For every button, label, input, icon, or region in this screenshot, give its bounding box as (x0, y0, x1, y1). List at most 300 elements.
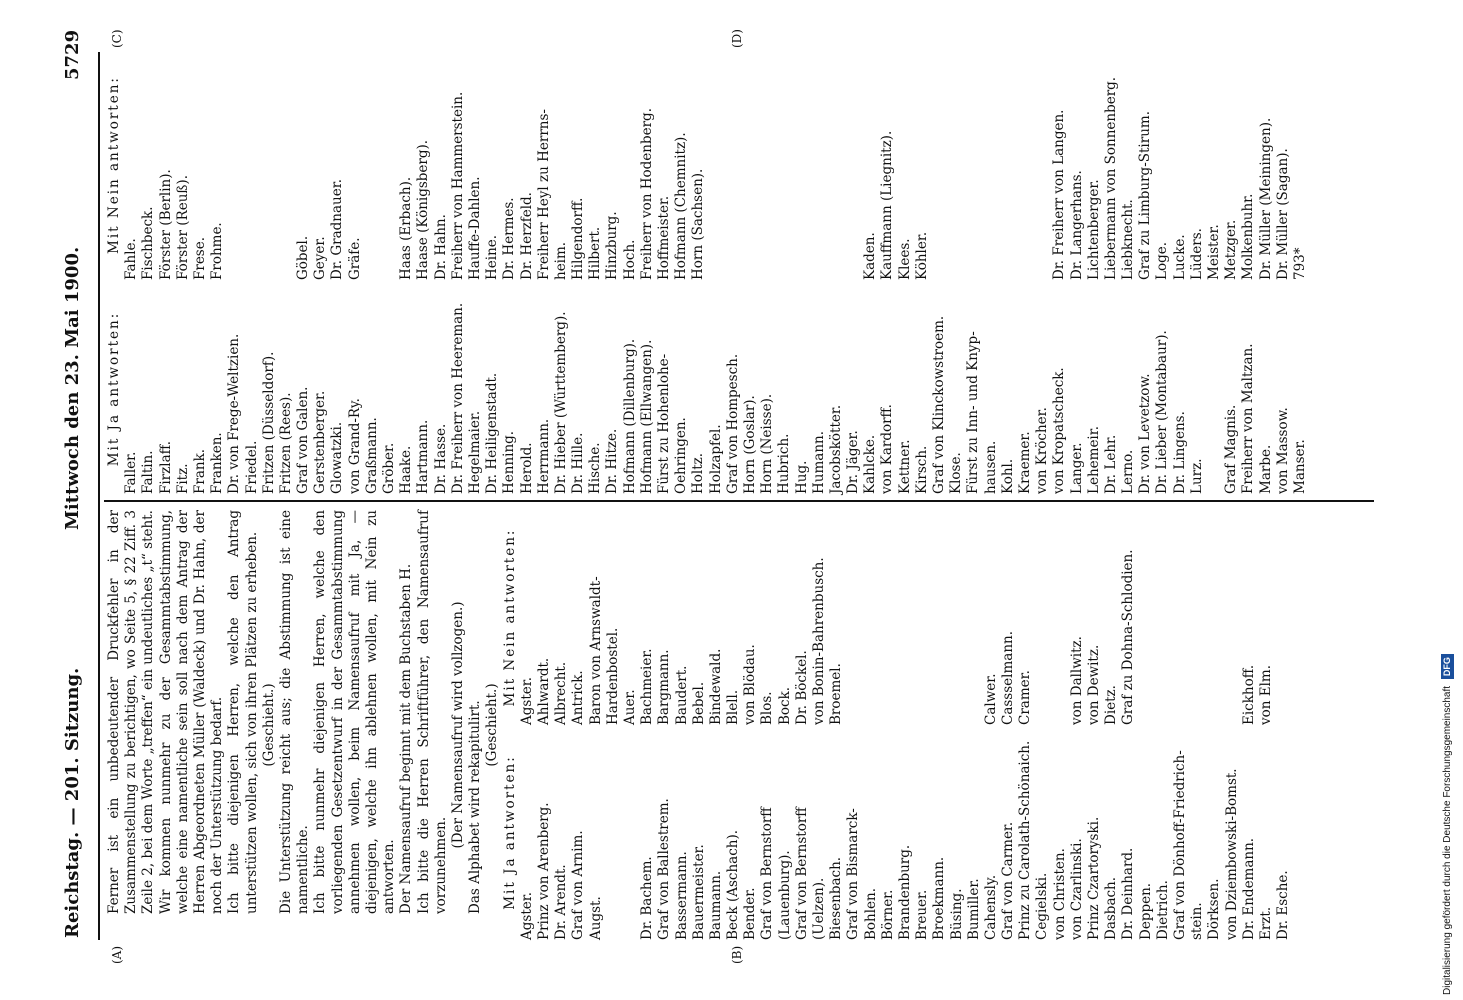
deputy-name: Graf zu Dohna-Schlodien. (1120, 549, 1137, 725)
deputy-name: von Dziembowski-Bomst. (1223, 768, 1240, 940)
middle-yes-heading: Mit Ja antworten: (106, 311, 122, 467)
name-row (639, 50, 656, 280)
paragraph-instructions: Ich bitte nunmehr diejenigen Herren, welche den vorliegenden Gesetzentwurf in der Gesammtabstimmung annehmen wollen, beim Namensaufruf mit Ja, — diejenigen, welche ihn ablehnen wollen, mit Nein zu antworten. (312, 510, 398, 914)
deputy-name: Bassermann. (673, 851, 690, 940)
name-row (1258, 50, 1275, 280)
deputy-name: Lerno. (1120, 449, 1137, 494)
name-row (1275, 284, 1292, 494)
deputy-name: Beck (Aschach). (725, 829, 742, 940)
deputy-name: Baumann. (707, 870, 724, 940)
name-row (192, 50, 209, 280)
deputy-name: Kaden. (862, 232, 879, 280)
name-row (1292, 284, 1309, 494)
deputy-name: Fritzen (Düsseldorf). (260, 351, 277, 494)
deputy-name: Liebermann von Sonnenberg. (1102, 76, 1119, 280)
deputy-name: Dr. Hasse. (432, 423, 449, 494)
deputy-name: Hische. (587, 442, 604, 494)
deputy-name: Fischbeck. (140, 206, 157, 280)
deputy-name: Haake. (398, 445, 415, 494)
deputy-name: Dr. Heiligenstadt. (484, 372, 501, 494)
column-separator (104, 500, 1374, 502)
deputy-name (1155, 510, 1172, 725)
name-row (295, 284, 312, 494)
deputy-name: Dr. Hahn. (432, 214, 449, 280)
name-row (1154, 284, 1171, 494)
name-row (1137, 284, 1154, 494)
name-row (622, 50, 639, 280)
deputy-name: heim. (552, 241, 569, 280)
name-row (759, 284, 776, 494)
deputy-name: Marbe. (1257, 444, 1274, 494)
deputy-name: Hofmann (Dillenburg). (621, 338, 638, 494)
name-row (1292, 50, 1309, 280)
deputy-name: Auer. (621, 689, 638, 725)
deputy-name: Lichtenberger. (1085, 179, 1102, 280)
no-heading: Mit Nein antworten: (501, 528, 518, 707)
name-row (879, 284, 896, 494)
left-vote-list (502, 510, 1293, 940)
deputy-name: Dr. Endemann. (1240, 837, 1257, 940)
name-row (949, 510, 966, 940)
left-vote-headings (502, 510, 519, 940)
name-row (450, 284, 467, 494)
name-row (536, 284, 553, 494)
deputy-name: Frohme. (209, 222, 226, 280)
name-row (1120, 50, 1137, 280)
name-row (158, 284, 175, 494)
name-row (708, 284, 725, 494)
right-column (106, 50, 1309, 280)
name-row (295, 50, 312, 280)
deputy-name: Haase (Königsberg). (415, 139, 432, 280)
name-row (605, 510, 622, 940)
name-row (1017, 284, 1034, 494)
name-row (226, 284, 243, 494)
name-row (1000, 284, 1017, 494)
deputy-name: Prinz zu Carolath-Schönaich. (1017, 740, 1034, 940)
name-row (1172, 510, 1189, 940)
name-row (1154, 50, 1171, 280)
name-row (794, 284, 811, 494)
name-row (914, 284, 931, 494)
deputy-name: Fürst zu Inn- und Knyp- (965, 331, 982, 494)
name-row (604, 50, 621, 280)
deputy-name: Bauermeister. (690, 844, 707, 940)
name-row (175, 284, 192, 494)
deputy-name (931, 510, 948, 725)
deputy-name: Baudert. (673, 665, 690, 725)
deputy-name: Franken. (209, 432, 226, 494)
name-row (553, 284, 570, 494)
name-row (467, 284, 484, 494)
name-row (862, 284, 879, 494)
deputy-name: von Massow. (1274, 407, 1291, 494)
deputy-name: Heine. (484, 234, 501, 280)
name-row (845, 284, 862, 494)
name-row (347, 50, 364, 280)
name-row (1172, 50, 1189, 280)
name-row (1137, 50, 1154, 280)
name-row (226, 50, 243, 280)
name-row (364, 284, 381, 494)
deputy-name: von Grand-Ry. (346, 398, 363, 494)
paragraph-support-request: Ich bitte diejenigen Herren, welche den Antrag unterstützen wollen, sich von ihren Plätzen zu erheben. (226, 510, 260, 914)
deputy-name: Dr. Freiherr von Langen. (1051, 109, 1068, 280)
name-row (1103, 50, 1120, 280)
deputy-name: Prinz von Arenberg. (536, 802, 553, 940)
right-no-heading: Mit Nein antworten: (106, 76, 122, 254)
deputy-name: Henning. (501, 430, 518, 494)
digitization-note: Digitalisierung gefördert durch die Deutsche Forschungsgemeinschaft (1442, 685, 1453, 995)
name-row (123, 284, 140, 494)
name-row (536, 50, 553, 280)
deputy-name: Agster. (518, 892, 535, 940)
deputy-name: Klose. (948, 452, 965, 494)
name-row (587, 50, 604, 280)
deputy-name: Kettner. (896, 439, 913, 494)
margin-mark-d: (D) (730, 29, 744, 48)
deputy-name: hausen. (982, 440, 999, 494)
name-row (1086, 284, 1103, 494)
deputy-name: von Christen. (1051, 848, 1068, 940)
deputy-name: Holtz. (690, 452, 707, 494)
deputy-name: Loge. (1154, 241, 1171, 280)
left-column (106, 510, 1292, 940)
name-row (588, 510, 605, 940)
deputy-name: Graf von Ballestrem. (656, 798, 673, 940)
name-row (897, 50, 914, 280)
name-row (811, 510, 828, 940)
name-row (897, 284, 914, 494)
name-row (948, 50, 965, 280)
name-row (1172, 284, 1189, 494)
deputy-name: Jacobskötter. (827, 404, 844, 494)
name-row (1086, 50, 1103, 280)
name-row (1069, 510, 1086, 940)
paragraph-alphabet: Das Alphabet wird rekapitulirt. (467, 700, 484, 914)
name-row (1258, 510, 1275, 940)
deputy-name: Graf von Galen. (295, 386, 312, 494)
deputy-name: Dasbach. (1103, 876, 1120, 940)
header-rule (98, 52, 100, 940)
deputy-name: Liebknecht. (1120, 199, 1137, 280)
deputy-name: Breuer. (914, 889, 931, 940)
name-row (433, 284, 450, 494)
name-row (329, 284, 346, 494)
deputy-name: Gröber. (381, 442, 397, 494)
deputy-name: Freiherr Heyl zu Herrns- (535, 109, 552, 280)
name-row (690, 284, 707, 494)
deputy-name: Oehringen. (673, 417, 690, 494)
deputy-name: Erzt. (1257, 906, 1274, 940)
deputy-name (1206, 510, 1223, 725)
name-row (1052, 510, 1069, 940)
deputy-name: Eickhoff. (1240, 664, 1257, 725)
name-row (674, 510, 691, 940)
deputy-name: von Bonin-Bahrenbusch. (811, 557, 828, 725)
name-row (209, 284, 226, 494)
deputy-name: Cramer. (1017, 670, 1034, 725)
deputy-name: Langer. (1068, 442, 1085, 494)
name-row (1000, 50, 1017, 280)
name-row (1051, 50, 1068, 280)
deputy-name: Herrmann. (535, 418, 552, 494)
name-row (983, 50, 1000, 280)
name-row (415, 284, 432, 494)
deputy-name: Broemel. (828, 663, 845, 725)
name-row (140, 50, 157, 280)
deputy-name: Dr. Lieber (Montabaur). (1154, 330, 1171, 494)
deputy-name: Graf zu Limburg-Stirum. (1137, 111, 1154, 280)
name-row (742, 510, 759, 940)
left-name-rows (519, 510, 1292, 940)
deputy-name: Dr. Bachem. (639, 856, 656, 940)
deputy-name: Dr. von Frege-Weltzien. (226, 333, 243, 494)
name-row (1206, 510, 1223, 940)
name-row (1206, 284, 1223, 494)
name-row (1240, 50, 1257, 280)
deputy-name: Börner. (879, 889, 896, 940)
name-row (1017, 510, 1034, 940)
name-row (914, 50, 931, 280)
deputy-name: Horn (Goslar). (741, 395, 758, 494)
deputy-name: Ahlwardt. (536, 657, 553, 725)
deputy-name: Fürst zu Hohenlohe- (656, 353, 672, 494)
name-row (278, 50, 295, 280)
deputy-name: Bebel. (690, 681, 707, 725)
deputy-name: Dr. Langerhans. (1068, 170, 1085, 280)
deputy-name: Dr. Freiherr von Heereman. (449, 302, 466, 494)
name-row (536, 510, 553, 940)
deputy-name: Bachmeier. (639, 648, 656, 725)
name-row (742, 284, 759, 494)
deputy-name: Hoffmeister. (656, 195, 672, 280)
name-row (381, 50, 398, 280)
deputy-name (622, 725, 639, 940)
note-geschieht-1: (Geschieht.) (260, 683, 277, 767)
deputy-name: Dr. Müller (Sagan). (1274, 148, 1291, 280)
name-row (656, 50, 673, 280)
dfg-logo: DFG (1441, 654, 1454, 679)
deputy-name: Blell. (725, 689, 742, 725)
name-row (639, 284, 656, 494)
name-row (690, 50, 707, 280)
name-row (1086, 510, 1103, 940)
name-row (794, 50, 811, 280)
deputy-name: Hardenbostel. (604, 627, 621, 725)
deputy-name: Graf von Hompesch. (724, 353, 741, 494)
paragraph-vote-announcement: Wir kommen nunmehr zu der Gesammtabstimmung, welche eine namentliche sein soll nach dem Antrag der Herren Abgeordneten Müller (Waldeck) und Dr. Hahn, der noch der Unterstützung bedarf. (157, 510, 226, 914)
name-row (931, 284, 948, 494)
deputy-name: Lehemeir. (1085, 425, 1102, 494)
name-row (1000, 510, 1017, 940)
name-row (931, 50, 948, 280)
name-row (914, 510, 931, 940)
deputy-name: Glowatzki. (329, 421, 346, 494)
name-row (570, 50, 587, 280)
deputy-name: Dr. Herzfeld. (518, 192, 535, 280)
deputy-name: (Lauenburg). (776, 850, 793, 940)
deputy-name: Augst. (587, 896, 604, 940)
deputy-name: Hofmann (Chemnitz). (673, 132, 690, 280)
deputy-name: Fahle. (123, 238, 140, 280)
deputy-name (863, 510, 880, 725)
deputy-name (1275, 510, 1292, 725)
name-row (484, 50, 501, 280)
deputy-name: Dr. Müller (Meiningen). (1257, 117, 1274, 280)
deputy-name: Cahensly. (982, 874, 999, 940)
deputy-name: von Kardorff. (879, 404, 896, 494)
middle-column (106, 284, 1309, 494)
deputy-name: Dr. Esche. (1275, 870, 1292, 940)
yes-heading: Mit Ja antworten: (501, 755, 518, 910)
deputy-name: Albrecht. (553, 661, 570, 725)
deputy-name: Hilgendorff. (570, 197, 587, 280)
name-row (725, 50, 742, 280)
deputy-name: Dörksen. (1206, 878, 1223, 940)
name-row (1189, 50, 1206, 280)
deputy-name: Graf von Carmer. (1000, 821, 1017, 940)
deputy-name: Graf von Arnim. (570, 830, 587, 940)
deputy-name: Faller. (123, 451, 140, 494)
deputy-name: von Elm. (1257, 664, 1274, 725)
deputy-name: Baron von Arnswaldt- (587, 576, 604, 725)
margin-mark-b: (B) (730, 945, 744, 964)
deputy-name (897, 510, 914, 725)
name-row (759, 50, 776, 280)
name-row (1275, 50, 1292, 280)
deputy-name: Lüders. (1188, 228, 1205, 280)
deputy-name: Prinz Czartoryski. (1086, 816, 1103, 940)
deputy-name: Broekmann. (931, 856, 948, 940)
deputy-name: von Blödau. (742, 644, 759, 725)
name-row (983, 510, 1000, 940)
name-row (501, 284, 518, 494)
name-row (519, 50, 536, 280)
deputy-name: Cegielski. (1034, 872, 1051, 940)
deputy-name: Freiherr von Hammerstein. (449, 91, 466, 280)
deputy-name: Kraemer. (1016, 431, 1033, 494)
deputy-name: Hug. (793, 460, 810, 494)
name-row (158, 50, 175, 280)
name-row (673, 50, 690, 280)
deputy-name (1138, 510, 1155, 725)
name-row (742, 50, 759, 280)
name-row (312, 284, 329, 494)
note-geschieht-2: (Geschieht.) (484, 683, 501, 767)
deputy-name (1172, 510, 1189, 725)
deputy-name: Büsing. (948, 888, 965, 940)
deputy-name: Förster (Reuß). (174, 175, 191, 280)
name-row (1120, 510, 1137, 940)
paragraph-roll-call: Die Unterstützung reicht aus; die Abstimmung ist eine namentliche. (278, 510, 312, 914)
deputy-name: Frese. (191, 236, 208, 280)
deputy-name: von Czarlinski. (1068, 838, 1085, 940)
deputy-name: Calwer. (982, 673, 999, 725)
deputy-name: Cassselmann. (1000, 631, 1017, 725)
name-row (1120, 284, 1137, 494)
deputy-name: Blos. (759, 691, 776, 725)
deputy-name: Fritzen (Rees). (277, 392, 294, 494)
name-row (811, 284, 828, 494)
name-row (1189, 510, 1206, 940)
name-row (209, 50, 226, 280)
deputy-name: Dr. Arendt. (553, 864, 570, 940)
name-row (828, 284, 845, 494)
name-row (570, 284, 587, 494)
name-row (759, 510, 776, 940)
deputy-name (949, 510, 966, 725)
deputy-name: Hubrich. (776, 433, 793, 494)
deputy-name: Graf von Bernstorff (793, 807, 810, 940)
deputy-name (1224, 510, 1241, 725)
deputy-name: Dr. Böckel. (793, 650, 810, 725)
deputy-name: von Dewitz. (1086, 644, 1103, 725)
deputy-name: Köhler. (913, 231, 930, 280)
name-row (639, 510, 656, 940)
name-row (1017, 50, 1034, 280)
deputy-name: Friedel. (243, 440, 260, 494)
name-row (312, 50, 329, 280)
deputy-name: Fitz. (174, 463, 191, 494)
deputy-name: Molkenbuhr. (1240, 193, 1257, 280)
name-row (725, 510, 742, 940)
deputy-name: Bargmann. (656, 649, 673, 725)
name-row (278, 284, 295, 494)
deputy-name: Bender. (742, 887, 759, 940)
deputy-name: Haas (Erbach). (398, 176, 415, 280)
page-number: 5729 (62, 29, 83, 80)
deputy-name: Hegelmaier. (466, 410, 483, 494)
name-row (433, 50, 450, 280)
deputy-name: Agster. (518, 677, 535, 725)
name-row (140, 284, 157, 494)
deputy-name: Förster (Berlin). (157, 169, 174, 280)
name-row (604, 284, 621, 494)
deputy-name (1034, 510, 1051, 725)
deputy-name: 793* (1291, 247, 1308, 280)
name-row (879, 50, 896, 280)
name-row (811, 50, 828, 280)
deputy-name: Freiherr von Hodenberg. (638, 108, 655, 280)
deputy-name: Firzlaff. (157, 440, 174, 494)
deputy-name: Manser. (1291, 439, 1308, 494)
margin-mark-c: (C) (110, 29, 124, 48)
name-row (501, 50, 518, 280)
name-row (1069, 50, 1086, 280)
name-row (1241, 510, 1258, 940)
name-row (845, 50, 862, 280)
name-row (794, 510, 811, 940)
deputy-name: Humann. (810, 431, 827, 494)
name-row (966, 510, 983, 940)
name-row (1138, 510, 1155, 940)
deputy-name: Antrick. (570, 670, 587, 725)
paragraph-secretaries: Ich bitte die Herren Schriftführer, den Namensaufruf vorzunehmen. (415, 510, 449, 914)
deputy-name: von Kropatscheck. (1051, 367, 1068, 494)
name-row (192, 284, 209, 494)
deputy-name: Geyer. (312, 236, 329, 280)
deputy-name: Dietrich. (1154, 880, 1171, 940)
paragraph-letter-h: Der Namensaufruf beginnt mit dem Buchstaben H. (398, 563, 415, 914)
name-row (845, 510, 862, 940)
name-row (708, 510, 725, 940)
name-row (897, 510, 914, 940)
name-row (1103, 284, 1120, 494)
name-row (673, 284, 690, 494)
deputy-name (1052, 510, 1069, 725)
name-row (1189, 284, 1206, 494)
